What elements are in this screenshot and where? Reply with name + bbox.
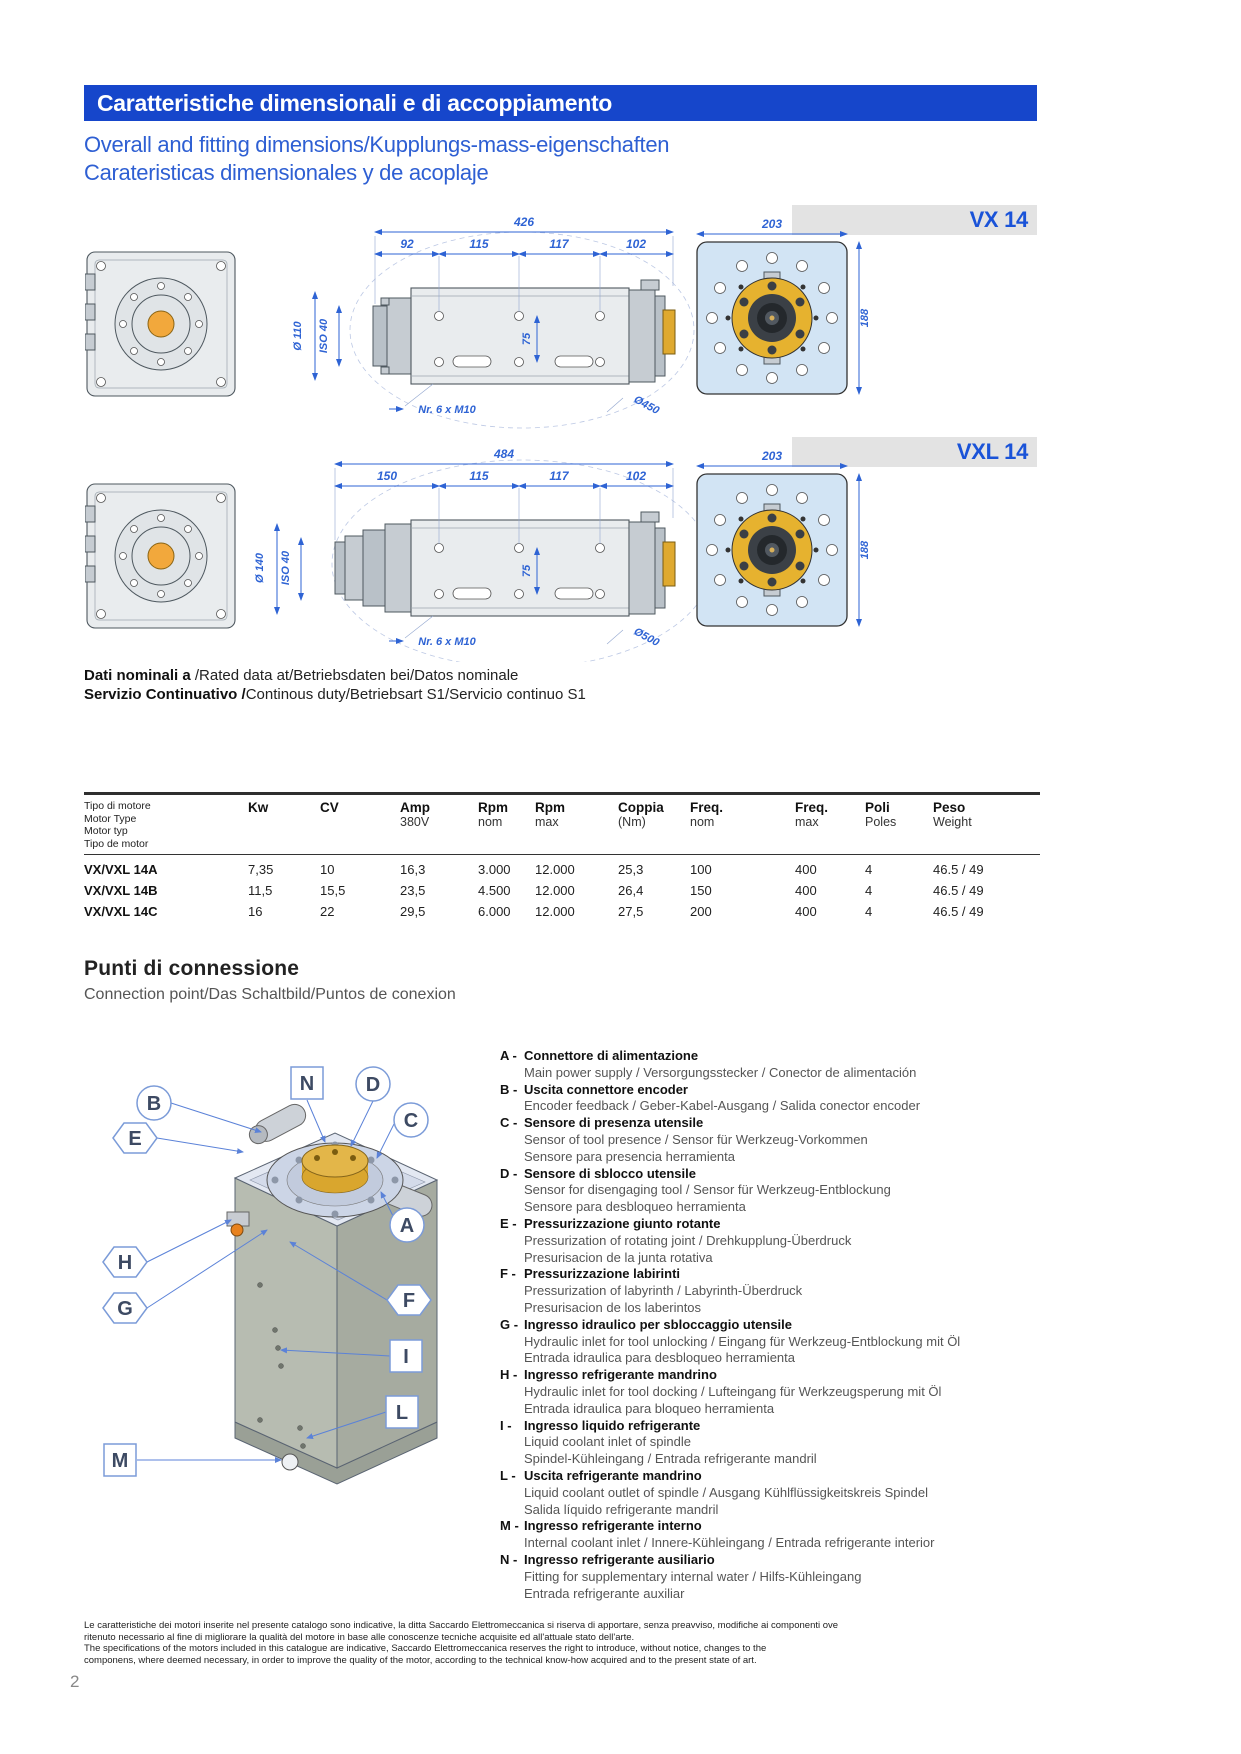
cell-value: 100 [690, 862, 712, 877]
connection-item-translation: Sensor for disengaging tool / Sensor für Werkzeug-Entblockung [524, 1182, 891, 1198]
callout-n [291, 1067, 323, 1099]
dim-front-width: 203 [761, 449, 783, 463]
dim-seg3: 117 [549, 237, 569, 251]
connection-item-translation: Sensore para presencia herramienta [524, 1148, 736, 1164]
cell-value: 15,5 [320, 883, 346, 898]
connection-item-key: H - [500, 1367, 518, 1383]
connection-title: Punti di connessione [84, 957, 300, 980]
section-subtitle [84, 131, 669, 187]
header-col-coppia-5 [618, 800, 690, 850]
connection-item-title: Sensore di sblocco utensile [524, 1165, 696, 1181]
connection-item-title-row [500, 1468, 1085, 1485]
connection-item-title: Pressurizzazione labirinti [524, 1266, 681, 1282]
cell-value: 200 [690, 904, 712, 919]
svg-text:C: C [403, 1110, 419, 1132]
cell-value: 46.5 / 49 [933, 904, 984, 919]
cell-value: 12.000 [535, 862, 575, 877]
connection-item-title: Uscita refrigerante mandrino [524, 1467, 702, 1483]
callout-l [386, 1396, 418, 1428]
model-name-vxl14: VXL 14 [956, 439, 1028, 464]
cell-value: 25,3 [618, 862, 644, 877]
connection-item-title-row [500, 1367, 1085, 1384]
cell-value: 3.000 [478, 862, 511, 877]
header-col-freq-6 [690, 800, 795, 850]
vx14-rear-view [85, 252, 235, 396]
connection-item-title-row [500, 1166, 1085, 1183]
connection-item-title-row [500, 1518, 1085, 1535]
cell-value: 10 [320, 862, 335, 877]
model-name-vx14: VX 14 [969, 207, 1028, 232]
header-motor-line: Motor Type [84, 812, 137, 825]
footer-disclaimer [84, 1620, 1169, 1666]
header-motor-line: Tipo de motor [84, 837, 149, 850]
connection-item-translation: Internal coolant inlet / Innere-Kühleingang / Entrada refrigerante interior [524, 1535, 935, 1551]
connection-item-b [500, 1082, 1085, 1116]
callout-m [104, 1444, 136, 1476]
cell-value: 29,5 [400, 904, 426, 919]
connection-item-f [500, 1266, 1085, 1316]
cell-value: 400 [795, 883, 817, 898]
vxl14-front-view [697, 449, 871, 626]
rated-line1-bold: Dati nominali a [84, 667, 191, 684]
connection-item-e [500, 1216, 1085, 1266]
cell-value: 4 [865, 883, 873, 898]
connection-item-translation: Entrada idraulica para desbloqueo herramienta [524, 1350, 796, 1366]
connection-item-l [500, 1468, 1085, 1518]
header-col-freq-7 [795, 800, 865, 850]
bottom-port [282, 1454, 298, 1470]
connection-item-translation: Sensore para desbloqueo herramienta [524, 1199, 746, 1215]
header-col-poli-8 [865, 800, 933, 850]
cell-value: 26,4 [618, 883, 644, 898]
vxl14-drawing [85, 444, 1045, 662]
connection-item-d [500, 1166, 1085, 1216]
svg-text:F: F [402, 1290, 416, 1312]
callout-e [113, 1123, 157, 1153]
table-row [84, 901, 1040, 922]
dim-taper: ISO 40 [280, 550, 292, 586]
connection-item-translation: Hydraulic inlet for tool docking / Lufteingang für Werkzeugsperung mit Öl [524, 1383, 942, 1399]
header-line1: Amp [400, 800, 430, 815]
cell-value: 12.000 [535, 904, 575, 919]
header-col-rpm-3 [478, 800, 535, 850]
footer-line: The specifications of the motors included in this catalogue are indicative, Saccardo Elettromeccanica reserves the right to introduce, without notice, changes to the [84, 1643, 767, 1654]
dim-hole-spacing: 75 [521, 332, 533, 346]
connection-item-title: Ingresso refrigerante mandrino [524, 1367, 717, 1383]
connection-item-key: M - [500, 1518, 519, 1534]
cell-model: VX/VXL 14A [84, 862, 158, 877]
vx14-drawing [85, 212, 1045, 430]
cell-value: 400 [795, 904, 817, 919]
connection-item-title-row [500, 1048, 1085, 1065]
cell-value: 16,3 [400, 862, 426, 877]
table-row [84, 859, 1040, 880]
header-line1: Freq. [795, 800, 829, 815]
dim-seg3: 117 [549, 469, 569, 483]
subtitle-line-2: Carateristicas dimensionales y de acoplaje [84, 160, 489, 185]
header-motor-type [84, 800, 248, 850]
header-line2: max [795, 815, 819, 829]
connection-item-key: A - [500, 1048, 517, 1063]
connection-item-translation: Fitting for supplementary internal water / Hilfs-Kühleingang [524, 1568, 862, 1584]
connection-item-g [500, 1317, 1085, 1367]
header-line2: 380V [400, 815, 430, 829]
dim-swing-diameter: Ø450 [631, 393, 662, 417]
connection-item-title-row [500, 1082, 1085, 1099]
connection-item-translation: Spindel-Kühleingang / Entrada refrigerante mandril [524, 1451, 817, 1467]
svg-text:B: B [146, 1093, 162, 1115]
connection-item-title: Ingresso idraulico per sbloccaggio utensile [524, 1316, 793, 1332]
connection-item-n [500, 1552, 1085, 1602]
connection-item-translation: Salida líquido refrigerante mandril [524, 1501, 719, 1517]
header-line2: Weight [933, 815, 972, 829]
connection-item-title-row [500, 1418, 1085, 1435]
header-line1: Kw [248, 800, 269, 815]
dim-mount-holes: Nr. 6 x M10 [418, 404, 476, 416]
callout-i [390, 1340, 422, 1372]
header-col-amp-2 [400, 800, 478, 850]
vx14-side-view [292, 215, 694, 428]
rated-line1-rest: /Rated data at/Betriebsdaten bei/Datos nominale [190, 667, 519, 684]
svg-text:E: E [128, 1128, 142, 1150]
vxl14-rear-view [85, 484, 235, 628]
connection-item-h [500, 1367, 1085, 1417]
connection-item-key: C - [500, 1115, 518, 1131]
connection-item-m [500, 1518, 1085, 1552]
spec-table [84, 792, 1040, 922]
connection-item-title-row [500, 1216, 1085, 1233]
cell-value: 23,5 [400, 883, 426, 898]
connection-subtitle: Connection point/Das Schaltbild/Puntos de conexion [84, 986, 456, 1003]
svg-text:N: N [299, 1073, 315, 1095]
header-line2: nom [478, 815, 503, 829]
connection-item-translation: Sensor of tool presence / Sensor für Werkzeug-Vorkommen [524, 1131, 868, 1147]
header-line1: Freq. [690, 800, 724, 815]
vx14-front-view [697, 217, 871, 394]
dim-seg4: 102 [625, 469, 647, 483]
dim-total-length: 426 [513, 215, 535, 229]
header-line1: Coppia [618, 800, 664, 815]
cell-value: 150 [690, 883, 712, 898]
rated-data-caption [84, 666, 586, 704]
connection-item-translation: Main power supply / Versorgungsstecker / Conector de alimentación [524, 1064, 917, 1080]
connection-item-title-row [500, 1552, 1085, 1569]
connection-item-title: Ingresso refrigerante ausiliario [524, 1551, 715, 1567]
section-title: Caratteristiche dimensionali e di accoppiamento [97, 90, 613, 116]
header-motor-line: Tipo di motore [84, 800, 151, 812]
callout-g [103, 1293, 147, 1323]
cable-horn-left [245, 1100, 309, 1148]
spec-table-body [84, 855, 1040, 922]
header-line1: Poli [865, 800, 890, 815]
dim-mount-holes: Nr. 6 x M10 [418, 636, 476, 648]
vxl14-side-view [254, 447, 712, 662]
dim-front-width: 203 [761, 217, 783, 231]
connection-item-key: N - [500, 1551, 518, 1567]
dim-swing-diameter: Ø500 [631, 625, 662, 649]
page-number: 2 [70, 1672, 80, 1691]
svg-text:M: M [111, 1450, 129, 1472]
connection-item-title-row [500, 1317, 1085, 1334]
connection-item-translation: Entrada idraulica para bloqueo herramienta [524, 1400, 775, 1416]
header-line1: Rpm [478, 800, 508, 815]
connection-item-title: Sensore di presenza utensile [524, 1115, 704, 1131]
connection-item-translation: Pressurization of labyrinth / Labyrinth-Überdruck [524, 1283, 803, 1299]
dim-seg2: 115 [469, 237, 489, 251]
cell-value: 7,35 [248, 862, 274, 877]
header-line1: Peso [933, 800, 966, 815]
cell-value: 11,5 [248, 883, 273, 898]
connection-item-title: Pressurizzazione giunto rotante [524, 1215, 721, 1231]
dim-hole-spacing: 75 [521, 564, 533, 578]
cell-value: 4 [865, 862, 873, 877]
cell-model: VX/VXL 14C [84, 904, 158, 919]
connection-item-translation: Pressurization of rotating joint / Drehkupplung-Überdruck [524, 1232, 852, 1248]
dim-shaft-diameter: Ø 140 [254, 553, 266, 583]
connection-item-translation: Hydraulic inlet for tool unlocking / Eingang für Werkzeug-Entblockung mit Öl [524, 1333, 961, 1349]
cell-value: 4 [865, 904, 873, 919]
svg-text:H: H [117, 1252, 133, 1274]
header-line2: (Nm) [618, 815, 646, 829]
table-row [84, 880, 1040, 901]
spec-table-header [84, 795, 1040, 855]
svg-text:L: L [395, 1402, 409, 1424]
cell-value: 400 [795, 862, 817, 877]
header-col-rpm-4 [535, 800, 618, 850]
footer-line: componens, where deemed necessary, in order to improve the quality of the motor, according to the technical know-how acquired and to the present state of art. [84, 1654, 757, 1666]
cell-value: 6.000 [478, 904, 511, 919]
connection-item-i [500, 1418, 1085, 1468]
header-line1: CV [320, 800, 339, 815]
connection-item-key: E - [500, 1215, 517, 1231]
connection-item-translation: Liquid coolant inlet of spindle [524, 1434, 691, 1450]
rated-line2-rest: Continous duty/Betriebsart S1/Servicio continuo S1 [245, 686, 586, 703]
header-line2: Poles [865, 815, 897, 829]
header-line2: max [535, 815, 559, 829]
footer-line: ritenuto necessario al fine di migliorare la qualità del motore in base alle conoscenze tecniche acquisite ed all'attuale stato dell'arte. [84, 1631, 635, 1643]
connection-item-translation: Liquid coolant outlet of spindle / Ausgang Kühlflüssigkeitskreis Spindel [524, 1484, 928, 1500]
callout-a [390, 1208, 424, 1242]
cell-value: 22 [320, 904, 335, 919]
header-motor-line: Motor typ [84, 825, 128, 837]
dim-seg2: 115 [469, 469, 489, 483]
sensor-fitting [231, 1224, 243, 1236]
cell-value: 4.500 [478, 883, 511, 898]
dim-front-height: 188 [859, 540, 871, 560]
header-line1: Rpm [535, 800, 565, 815]
connection-item-title: Ingresso liquido refrigerante [524, 1417, 701, 1433]
connection-item-title: Ingresso refrigerante interno [524, 1518, 702, 1534]
dim-front-height: 188 [859, 308, 871, 328]
connection-item-translation: Entrada refrigerante auxiliar [524, 1585, 685, 1601]
header-col-peso-9 [933, 800, 1040, 850]
connection-item-c [500, 1115, 1085, 1165]
connection-item-key: L - [500, 1467, 516, 1483]
callout-c [394, 1103, 428, 1137]
header-col-cv-1 [320, 800, 400, 850]
svg-text:D: D [365, 1074, 381, 1096]
dim-seg4: 102 [625, 237, 647, 251]
cell-value: 27,5 [618, 904, 644, 919]
dim-taper: ISO 40 [318, 318, 330, 354]
connection-item-key: G - [500, 1316, 519, 1332]
cell-value: 46.5 / 49 [933, 862, 984, 877]
dim-seg1: 150 [376, 469, 398, 483]
connection-item-key: I - [500, 1417, 512, 1433]
dim-total-length: 484 [493, 447, 515, 461]
connection-item-translation: Encoder feedback / Geber-Kabel-Ausgang / Salida conector encoder [524, 1098, 921, 1114]
footer-line: Le caratteristiche dei motori inserite nel presente catalogo sono indicative, la ditta Saccardo Elettromeccanica si riserva di apportare, senza preavviso, modifiche ai componenti ove [84, 1620, 839, 1631]
connection-item-title-row [500, 1115, 1085, 1132]
callout-d [356, 1067, 390, 1101]
connection-item-key: B - [500, 1081, 518, 1097]
connection-list [500, 1048, 1085, 1602]
connection-item-title-row [500, 1266, 1085, 1283]
connection-diagram [85, 1030, 485, 1500]
connection-item-title: Uscita connettore encoder [524, 1081, 688, 1097]
connection-item-title: Connettore di alimentazione [524, 1048, 699, 1063]
dim-seg1: 92 [400, 237, 414, 251]
cell-value: 46.5 / 49 [933, 883, 984, 898]
connection-item-key: F - [500, 1266, 516, 1282]
connection-item-a [500, 1048, 1085, 1082]
connection-item-translation: Presurisacion de la junta rotativa [524, 1249, 713, 1265]
connection-item-translation: Presurisacion de los laberintos [524, 1299, 702, 1315]
cell-value: 12.000 [535, 883, 575, 898]
svg-text:A: A [399, 1215, 415, 1237]
svg-text:G: G [117, 1298, 133, 1320]
svg-text:I: I [403, 1346, 409, 1368]
callout-h [103, 1247, 147, 1277]
dim-shaft-diameter: Ø 110 [292, 321, 304, 351]
section-title-bar [84, 85, 1037, 121]
connection-item-key: D - [500, 1165, 518, 1181]
header-line2: nom [690, 815, 715, 829]
subtitle-line-1: Overall and fitting dimensions/Kupplungs-mass-eigenschaften [84, 132, 670, 157]
callout-b [137, 1086, 171, 1120]
cell-value: 16 [248, 904, 263, 919]
cell-model: VX/VXL 14B [84, 883, 158, 898]
rated-line2-bold: Servizio Continuativo / [84, 686, 246, 703]
header-col-kw-0 [248, 800, 320, 850]
